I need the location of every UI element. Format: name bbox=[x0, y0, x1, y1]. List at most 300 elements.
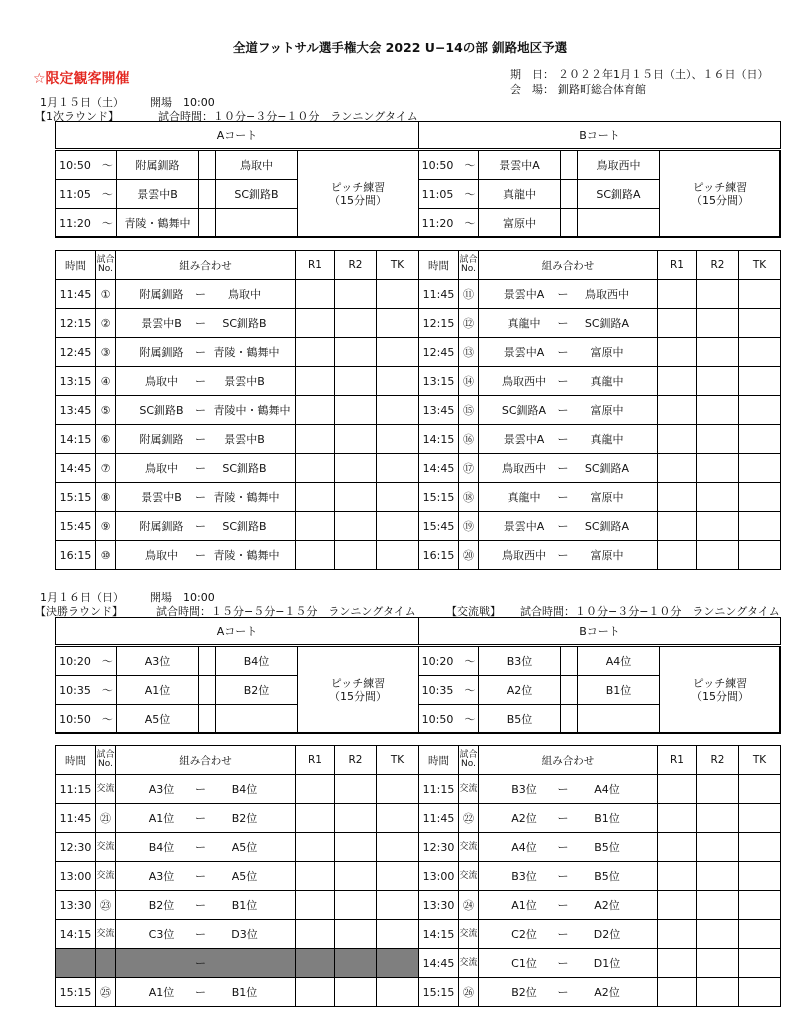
score-r2-cell[interactable] bbox=[335, 891, 377, 920]
spacer-cell bbox=[199, 151, 216, 180]
score-r1-cell[interactable] bbox=[658, 862, 697, 891]
match-pairing bbox=[116, 396, 296, 425]
score-r1-cell[interactable] bbox=[296, 833, 335, 862]
score-tk-cell[interactable] bbox=[739, 862, 781, 891]
match-pairing bbox=[116, 483, 296, 512]
match-number: ㉕ bbox=[96, 978, 116, 1007]
match-number: 交流 bbox=[459, 862, 479, 891]
score-r1-cell[interactable] bbox=[658, 483, 697, 512]
practice-team-2: B2位 bbox=[216, 676, 298, 705]
col-r1-header: R1 bbox=[296, 251, 335, 280]
match-row bbox=[56, 425, 419, 454]
practice-row bbox=[419, 151, 781, 180]
day2-court-header bbox=[55, 617, 781, 645]
match-row bbox=[56, 949, 419, 978]
match-team-1: B3位 bbox=[511, 783, 537, 796]
match-team-2: 富原中 bbox=[590, 549, 624, 562]
score-tk-cell[interactable] bbox=[739, 541, 781, 570]
score-r2-cell[interactable] bbox=[335, 920, 377, 949]
match-time: 13:45 bbox=[56, 396, 96, 425]
score-tk-cell[interactable] bbox=[377, 775, 419, 804]
score-r2-cell[interactable] bbox=[697, 309, 739, 338]
score-r1-cell[interactable] bbox=[296, 454, 335, 483]
score-r1-cell[interactable] bbox=[296, 483, 335, 512]
col-tk-header: TK bbox=[739, 746, 781, 775]
match-number: ㉔ bbox=[459, 891, 479, 920]
match-row bbox=[419, 775, 781, 804]
score-r2-cell[interactable] bbox=[335, 833, 377, 862]
match-team-2: D1位 bbox=[593, 957, 621, 970]
score-r2-cell[interactable] bbox=[697, 280, 739, 309]
match-row bbox=[419, 483, 781, 512]
practice-team-1: 附属釧路 bbox=[117, 151, 199, 180]
score-r2-cell[interactable] bbox=[335, 949, 377, 978]
pitch-practice-duration: （15分間） bbox=[329, 194, 387, 207]
score-r2-cell[interactable] bbox=[697, 512, 739, 541]
pitch-practice-label: ピッチ練習 bbox=[692, 181, 748, 194]
score-r1-cell[interactable] bbox=[296, 338, 335, 367]
match-vs-dash: ー bbox=[195, 317, 206, 330]
match-team-1: C1位 bbox=[511, 957, 537, 970]
match-vs-dash: ー bbox=[195, 783, 206, 796]
score-r2-cell[interactable] bbox=[697, 541, 739, 570]
match-time: 13:30 bbox=[56, 891, 96, 920]
score-tk-cell[interactable] bbox=[739, 338, 781, 367]
score-r1-cell[interactable] bbox=[296, 891, 335, 920]
practice-time: 11:20 〜 bbox=[56, 209, 117, 238]
match-row bbox=[419, 396, 781, 425]
match-team-1: 景雲中A bbox=[503, 346, 545, 359]
score-r1-cell[interactable] bbox=[296, 978, 335, 1007]
day2-date: 1月１６日（日） bbox=[40, 591, 124, 604]
score-r1-cell[interactable] bbox=[658, 978, 697, 1007]
score-r1-cell[interactable] bbox=[658, 425, 697, 454]
match-team-2: 青陵・鶴舞中 bbox=[213, 491, 280, 504]
match-pairing bbox=[116, 309, 296, 338]
score-tk-cell[interactable] bbox=[739, 891, 781, 920]
match-pairing bbox=[479, 280, 658, 309]
match-time: 12:45 bbox=[419, 338, 459, 367]
match-team-2: 富原中 bbox=[590, 491, 624, 504]
match-team-2: SC釧路B bbox=[222, 520, 267, 533]
match-pairing bbox=[116, 775, 296, 804]
match-time: 13:15 bbox=[419, 367, 459, 396]
practice-time: 10:50 〜 bbox=[419, 151, 479, 180]
score-r2-cell[interactable] bbox=[335, 804, 377, 833]
match-vs-dash: ー bbox=[557, 870, 569, 883]
match-number: ⑤ bbox=[96, 396, 116, 425]
score-r1-cell[interactable] bbox=[658, 367, 697, 396]
match-team-1: A2位 bbox=[511, 812, 537, 825]
spacer-cell bbox=[199, 647, 216, 676]
score-tk-cell[interactable] bbox=[739, 454, 781, 483]
match-team-2: A5位 bbox=[231, 841, 258, 854]
spacer-cell bbox=[561, 676, 578, 705]
match-vs-dash: ー bbox=[557, 928, 569, 941]
match-team-2: B4位 bbox=[231, 783, 258, 796]
score-tk-cell[interactable] bbox=[739, 367, 781, 396]
spacer-cell bbox=[561, 209, 578, 238]
match-time: 16:15 bbox=[56, 541, 96, 570]
col-no-header bbox=[96, 251, 116, 280]
score-r1-cell[interactable] bbox=[296, 920, 335, 949]
match-time: 11:45 bbox=[56, 804, 96, 833]
col-r1-header: R1 bbox=[296, 746, 335, 775]
score-tk-cell[interactable] bbox=[377, 804, 419, 833]
score-tk-cell[interactable] bbox=[739, 512, 781, 541]
score-r1-cell[interactable] bbox=[658, 775, 697, 804]
document-title: 全道フットサル選手権大会 2022 U−14の部 釧路地区予選 bbox=[232, 40, 568, 55]
practice-team-1: A5位 bbox=[117, 705, 199, 734]
spacer-cell bbox=[561, 180, 578, 209]
score-tk-cell[interactable] bbox=[377, 454, 419, 483]
score-tk-cell[interactable] bbox=[377, 949, 419, 978]
match-row bbox=[419, 309, 781, 338]
score-r2-cell[interactable] bbox=[335, 338, 377, 367]
col-tk-header: TK bbox=[377, 746, 419, 775]
col-time-header: 時間 bbox=[419, 746, 459, 775]
match-vs-dash: ー bbox=[557, 491, 569, 504]
match-row bbox=[56, 978, 419, 1007]
score-tk-cell[interactable] bbox=[377, 541, 419, 570]
score-tk-cell[interactable] bbox=[739, 775, 781, 804]
score-r1-cell[interactable] bbox=[296, 804, 335, 833]
col-match-header: 組み合わせ bbox=[479, 746, 658, 775]
score-r1-cell[interactable] bbox=[658, 804, 697, 833]
match-number: ⑪ bbox=[459, 280, 479, 309]
match-team-2: B5位 bbox=[594, 841, 620, 854]
match-team-1: 附属釧路 bbox=[139, 520, 184, 533]
match-vs-dash: ー bbox=[195, 288, 206, 301]
score-tk-cell[interactable] bbox=[377, 862, 419, 891]
score-r2-cell[interactable] bbox=[335, 454, 377, 483]
practice-time: 11:20 〜 bbox=[419, 209, 479, 238]
match-vs-dash: ー bbox=[557, 317, 569, 330]
match-team-2: SC釧路B bbox=[222, 462, 267, 475]
match-pairing bbox=[116, 338, 296, 367]
practice-team-1: A2位 bbox=[479, 676, 561, 705]
day2-time-format: 試合時間：１５分−５分−１５分 ランニングタイム bbox=[156, 605, 416, 618]
practice-team-2 bbox=[216, 705, 298, 734]
practice-team-1: B5位 bbox=[479, 705, 561, 734]
match-vs-dash: ー bbox=[195, 957, 206, 970]
court-a-label: Aコート bbox=[56, 122, 419, 149]
score-tk-cell[interactable] bbox=[739, 949, 781, 978]
match-vs-dash: ー bbox=[195, 870, 206, 883]
score-tk-cell[interactable] bbox=[377, 920, 419, 949]
match-team-1: B3位 bbox=[511, 870, 537, 883]
match-pairing bbox=[116, 512, 296, 541]
score-r1-cell[interactable] bbox=[296, 512, 335, 541]
score-r2-cell[interactable] bbox=[335, 483, 377, 512]
match-time: 11:45 bbox=[56, 280, 96, 309]
score-r2-cell[interactable] bbox=[335, 512, 377, 541]
col-no-label-2: No. bbox=[98, 759, 113, 769]
match-row bbox=[56, 483, 419, 512]
match-team-1: A1位 bbox=[148, 986, 175, 999]
match-row bbox=[56, 454, 419, 483]
score-tk-cell[interactable] bbox=[739, 483, 781, 512]
score-r2-cell[interactable] bbox=[335, 280, 377, 309]
practice-time: 11:05 〜 bbox=[56, 180, 117, 209]
score-r1-cell[interactable] bbox=[296, 949, 335, 978]
match-team-1: 鳥取西中 bbox=[502, 375, 546, 388]
score-r1-cell[interactable] bbox=[658, 949, 697, 978]
match-number: ⑦ bbox=[96, 454, 116, 483]
match-team-2: SC釧路A bbox=[584, 462, 630, 475]
match-row bbox=[56, 804, 419, 833]
match-team-1: SC釧路A bbox=[501, 404, 547, 417]
score-r1-cell[interactable] bbox=[658, 309, 697, 338]
score-tk-cell[interactable] bbox=[739, 978, 781, 1007]
score-tk-cell[interactable] bbox=[739, 396, 781, 425]
day1-match-table-b bbox=[418, 250, 781, 570]
match-vs-dash: ー bbox=[195, 491, 206, 504]
match-team-1: B2位 bbox=[148, 899, 175, 912]
col-r2-header: R2 bbox=[697, 746, 739, 775]
match-row bbox=[56, 367, 419, 396]
score-r2-cell[interactable] bbox=[697, 949, 739, 978]
day2-open-time: 開場 10:00 bbox=[150, 591, 215, 604]
practice-time: 10:50 〜 bbox=[56, 705, 117, 734]
score-tk-cell[interactable] bbox=[377, 280, 419, 309]
court-a-label: Aコート bbox=[56, 618, 419, 645]
match-vs-dash: ー bbox=[195, 462, 206, 475]
match-number: 交流 bbox=[459, 920, 479, 949]
score-tk-cell[interactable] bbox=[377, 309, 419, 338]
practice-team-1: 富原中 bbox=[479, 209, 561, 238]
score-r1-cell[interactable] bbox=[658, 891, 697, 920]
match-team-2: SC釧路A bbox=[584, 520, 630, 533]
match-time: 15:15 bbox=[56, 978, 96, 1007]
score-r2-cell[interactable] bbox=[697, 978, 739, 1007]
match-time: 12:30 bbox=[419, 833, 459, 862]
score-r2-cell[interactable] bbox=[697, 891, 739, 920]
col-r1-header: R1 bbox=[658, 251, 697, 280]
spacer-cell bbox=[199, 705, 216, 734]
score-r2-cell[interactable] bbox=[697, 775, 739, 804]
match-number: 交流 bbox=[96, 862, 116, 891]
score-r2-cell[interactable] bbox=[697, 920, 739, 949]
pitch-practice-duration: （15分間） bbox=[329, 690, 387, 703]
match-vs-dash: ー bbox=[557, 812, 569, 825]
match-pairing bbox=[479, 454, 658, 483]
score-r1-cell[interactable] bbox=[296, 862, 335, 891]
match-pairing bbox=[479, 483, 658, 512]
match-pairing bbox=[116, 833, 296, 862]
score-r2-cell[interactable] bbox=[697, 833, 739, 862]
match-vs-dash: ー bbox=[195, 899, 206, 912]
practice-team-1: B3位 bbox=[479, 647, 561, 676]
match-row bbox=[419, 338, 781, 367]
spacer-cell bbox=[561, 647, 578, 676]
match-team-2: 景雲中B bbox=[224, 375, 265, 388]
match-time: 15:45 bbox=[56, 512, 96, 541]
match-row bbox=[419, 833, 781, 862]
match-team-1: 附属釧路 bbox=[139, 288, 184, 301]
match-row bbox=[419, 367, 781, 396]
score-r1-cell[interactable] bbox=[296, 775, 335, 804]
score-r2-cell[interactable] bbox=[335, 775, 377, 804]
practice-row bbox=[419, 647, 781, 676]
score-tk-cell[interactable] bbox=[377, 891, 419, 920]
spacer-cell bbox=[561, 705, 578, 734]
match-pairing bbox=[116, 425, 296, 454]
score-r2-cell[interactable] bbox=[335, 862, 377, 891]
score-r2-cell[interactable] bbox=[697, 338, 739, 367]
score-r2-cell[interactable] bbox=[697, 367, 739, 396]
match-team-2: B2位 bbox=[231, 812, 258, 825]
score-r1-cell[interactable] bbox=[658, 454, 697, 483]
score-r2-cell[interactable] bbox=[697, 804, 739, 833]
score-r1-cell[interactable] bbox=[658, 396, 697, 425]
match-team-1: 鳥取中 bbox=[145, 375, 178, 388]
score-tk-cell[interactable] bbox=[377, 978, 419, 1007]
score-r1-cell[interactable] bbox=[296, 425, 335, 454]
match-row bbox=[56, 541, 419, 570]
practice-team-2: B4位 bbox=[216, 647, 298, 676]
match-pairing bbox=[116, 920, 296, 949]
match-pairing bbox=[479, 775, 658, 804]
col-time-header: 時間 bbox=[419, 251, 459, 280]
score-r2-cell[interactable] bbox=[335, 309, 377, 338]
match-number: 交流 bbox=[459, 775, 479, 804]
col-no-label-2: No. bbox=[98, 264, 113, 274]
score-tk-cell[interactable] bbox=[739, 804, 781, 833]
match-time: 13:45 bbox=[419, 396, 459, 425]
score-r2-cell[interactable] bbox=[335, 367, 377, 396]
pitch-practice-label: ピッチ練習 bbox=[692, 677, 748, 690]
match-team-1: 鳥取中 bbox=[145, 462, 178, 475]
match-row bbox=[419, 804, 781, 833]
score-r2-cell[interactable] bbox=[335, 541, 377, 570]
score-r1-cell[interactable] bbox=[658, 280, 697, 309]
match-team-1: 景雲中A bbox=[503, 288, 545, 301]
match-pairing bbox=[116, 862, 296, 891]
header-row bbox=[56, 746, 419, 775]
col-tk-header: TK bbox=[377, 251, 419, 280]
match-pairing bbox=[116, 367, 296, 396]
match-row bbox=[56, 862, 419, 891]
score-tk-cell[interactable] bbox=[739, 425, 781, 454]
practice-team-1: 真龍中 bbox=[479, 180, 561, 209]
header-row bbox=[419, 251, 781, 280]
match-pairing bbox=[116, 804, 296, 833]
day2-exchange-label: 【交流戦】 bbox=[446, 605, 501, 618]
col-no-header bbox=[459, 251, 479, 280]
score-tk-cell[interactable] bbox=[377, 396, 419, 425]
match-row bbox=[56, 338, 419, 367]
score-tk-cell[interactable] bbox=[739, 920, 781, 949]
match-number: 交流 bbox=[96, 775, 116, 804]
match-vs-dash: ー bbox=[195, 433, 206, 446]
match-vs-dash: ー bbox=[557, 404, 569, 417]
score-r1-cell[interactable] bbox=[296, 396, 335, 425]
day1-practice-a bbox=[55, 150, 419, 238]
col-time-header: 時間 bbox=[56, 746, 96, 775]
match-team-2: 鳥取中 bbox=[228, 288, 261, 301]
pitch-practice-label: ピッチ練習 bbox=[330, 181, 386, 194]
score-r1-cell[interactable] bbox=[658, 338, 697, 367]
match-team-1: A3位 bbox=[148, 870, 175, 883]
match-number: ① bbox=[96, 280, 116, 309]
score-r2-cell[interactable] bbox=[335, 396, 377, 425]
score-r2-cell[interactable] bbox=[697, 425, 739, 454]
score-r2-cell[interactable] bbox=[697, 483, 739, 512]
score-tk-cell[interactable] bbox=[377, 833, 419, 862]
match-row bbox=[419, 920, 781, 949]
match-team-1: B4位 bbox=[148, 841, 175, 854]
day1-time-format: 試合時間：１０分−３分−１０分 ランニングタイム bbox=[158, 110, 418, 123]
score-r1-cell[interactable] bbox=[296, 280, 335, 309]
match-vs-dash: ー bbox=[195, 812, 206, 825]
score-r1-cell[interactable] bbox=[658, 833, 697, 862]
score-tk-cell[interactable] bbox=[739, 309, 781, 338]
match-team-1: A1位 bbox=[511, 899, 537, 912]
score-r2-cell[interactable] bbox=[697, 454, 739, 483]
match-vs-dash: ー bbox=[195, 549, 206, 562]
match-number bbox=[96, 949, 116, 978]
pitch-practice-label: ピッチ練習 bbox=[330, 677, 386, 690]
match-time: 12:15 bbox=[56, 309, 96, 338]
score-r1-cell[interactable] bbox=[658, 920, 697, 949]
score-r2-cell[interactable] bbox=[697, 862, 739, 891]
match-row bbox=[419, 425, 781, 454]
match-vs-dash: ー bbox=[557, 957, 569, 970]
header-row bbox=[419, 746, 781, 775]
match-number: ⑫ bbox=[459, 309, 479, 338]
match-pairing bbox=[479, 804, 658, 833]
score-tk-cell[interactable] bbox=[377, 338, 419, 367]
match-team-2: 景雲中B bbox=[224, 433, 265, 446]
match-team-1: A4位 bbox=[511, 841, 537, 854]
match-vs-dash: ー bbox=[557, 433, 569, 446]
match-vs-dash: ー bbox=[557, 520, 569, 533]
match-pairing bbox=[116, 891, 296, 920]
practice-team-1: 景雲中A bbox=[479, 151, 561, 180]
match-team-2: 真龍中 bbox=[590, 433, 624, 446]
match-number: 交流 bbox=[96, 833, 116, 862]
match-pairing bbox=[479, 541, 658, 570]
score-tk-cell[interactable] bbox=[377, 512, 419, 541]
match-vs-dash: ー bbox=[557, 899, 569, 912]
day2-match-table-a bbox=[55, 745, 419, 1007]
score-tk-cell[interactable] bbox=[739, 833, 781, 862]
score-tk-cell[interactable] bbox=[377, 425, 419, 454]
score-r1-cell[interactable] bbox=[296, 309, 335, 338]
match-team-1: 景雲中B bbox=[141, 317, 182, 330]
match-pairing bbox=[116, 280, 296, 309]
practice-team-2: 鳥取中 bbox=[216, 151, 298, 180]
score-r1-cell[interactable] bbox=[296, 367, 335, 396]
score-tk-cell[interactable] bbox=[377, 483, 419, 512]
match-vs-dash: ー bbox=[557, 783, 569, 796]
score-tk-cell[interactable] bbox=[377, 367, 419, 396]
match-row bbox=[56, 891, 419, 920]
score-r2-cell[interactable] bbox=[335, 978, 377, 1007]
col-match-header: 組み合わせ bbox=[116, 251, 296, 280]
match-pairing bbox=[479, 920, 658, 949]
score-r1-cell[interactable] bbox=[296, 541, 335, 570]
score-r2-cell[interactable] bbox=[697, 396, 739, 425]
match-time: 15:45 bbox=[419, 512, 459, 541]
score-tk-cell[interactable] bbox=[739, 280, 781, 309]
score-r1-cell[interactable] bbox=[658, 512, 697, 541]
practice-time: 10:50 〜 bbox=[419, 705, 479, 734]
score-r1-cell[interactable] bbox=[658, 541, 697, 570]
score-r2-cell[interactable] bbox=[335, 425, 377, 454]
match-pairing bbox=[479, 338, 658, 367]
